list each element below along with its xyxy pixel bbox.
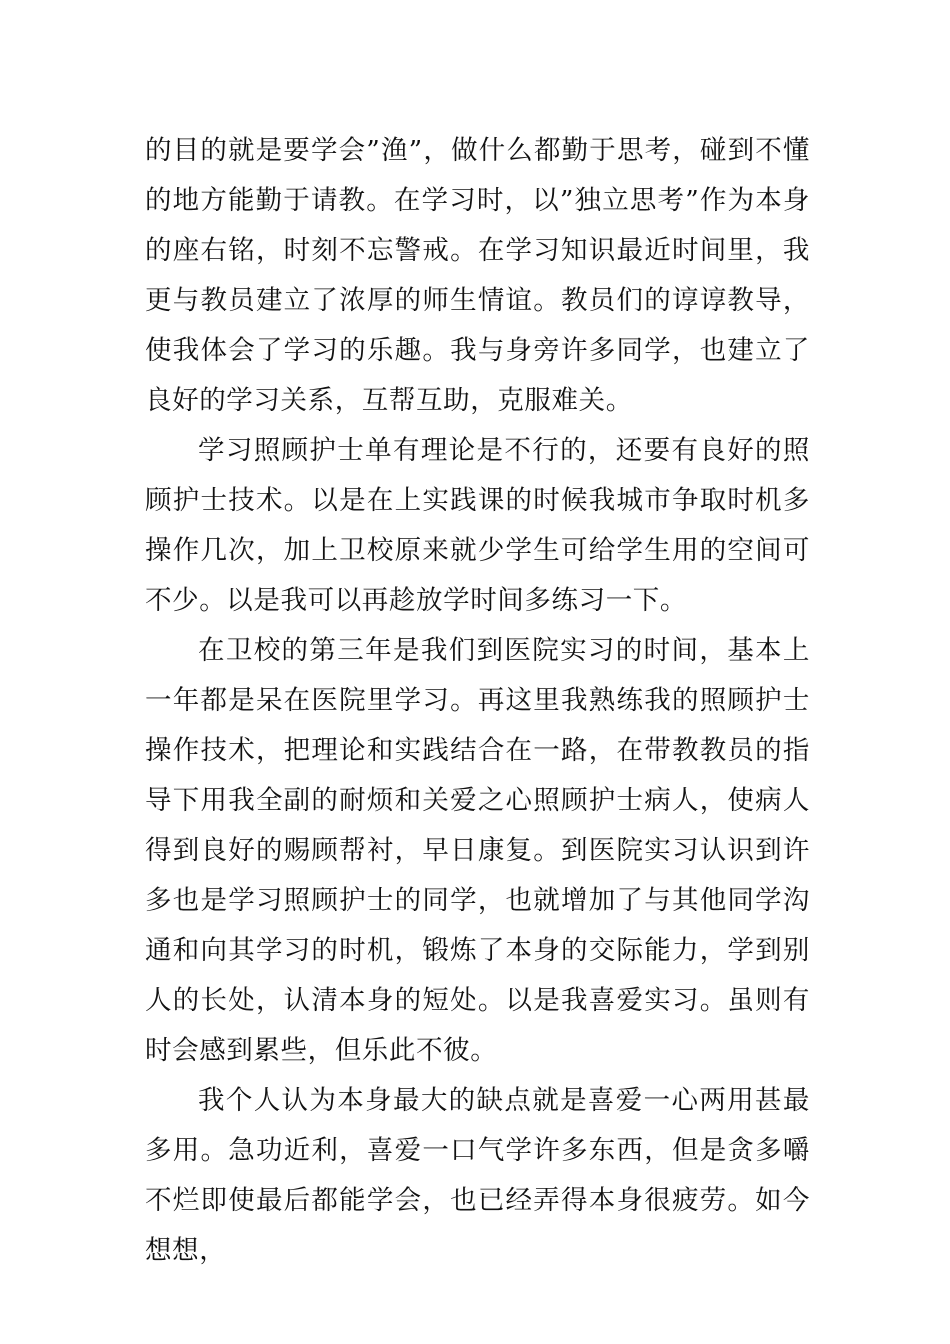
paragraph-3: 在卫校的第三年是我们到医院实习的时间，基本上一年都是呆在医院里学习。再这里我熟练我的照顾护士操作技术，把理论和实践结合在一路，在带教教员的指导下用我全副的耐烦和关爱之心照顾护士病人，使病人得到良好的赐顾帮衬，早日康复。到医院实习认识到许多也是学习照顾护士的同学，也就增加了与其他同学沟通和向其学习的时机，锻炼了本身的交际能力，学到别人的长处，认清本身的短处。以是我喜爱实习。虽则有时会感到累些，但乐此不彼。 [145, 635, 810, 1066]
paragraph-1: 的目的就是要学会”渔”，做什么都勤于思考，碰到不懂的地方能勤于请教。在学习时，以”独立思考”作为本身的座右铭，时刻不忘警戒。在学习知识最近时间里，我更与教员建立了浓厚的师生情谊。教员们的谆谆教导，使我体会了学习的乐趣。我与身旁许多同学，也建立了良好的学习关系，互帮互助，克服难关。 [145, 135, 810, 416]
paragraph-2: 学习照顾护士单有理论是不行的，还要有良好的照顾护士技术。以是在上实践课的时候我城市争取时机多操作几次，加上卫校原来就少学生可给学生用的空间可不少。以是我可以再趁放学时间多练习一下。 [145, 435, 810, 616]
document-body [145, 126, 810, 1276]
paragraph-4: 我个人认为本身最大的缺点就是喜爱一心两用甚最多用。急功近利，喜爱一口气学许多东西，但是贪多嚼不烂即使最后都能学会，也已经弄得本身很疲劳。如今想想， [145, 1085, 810, 1266]
